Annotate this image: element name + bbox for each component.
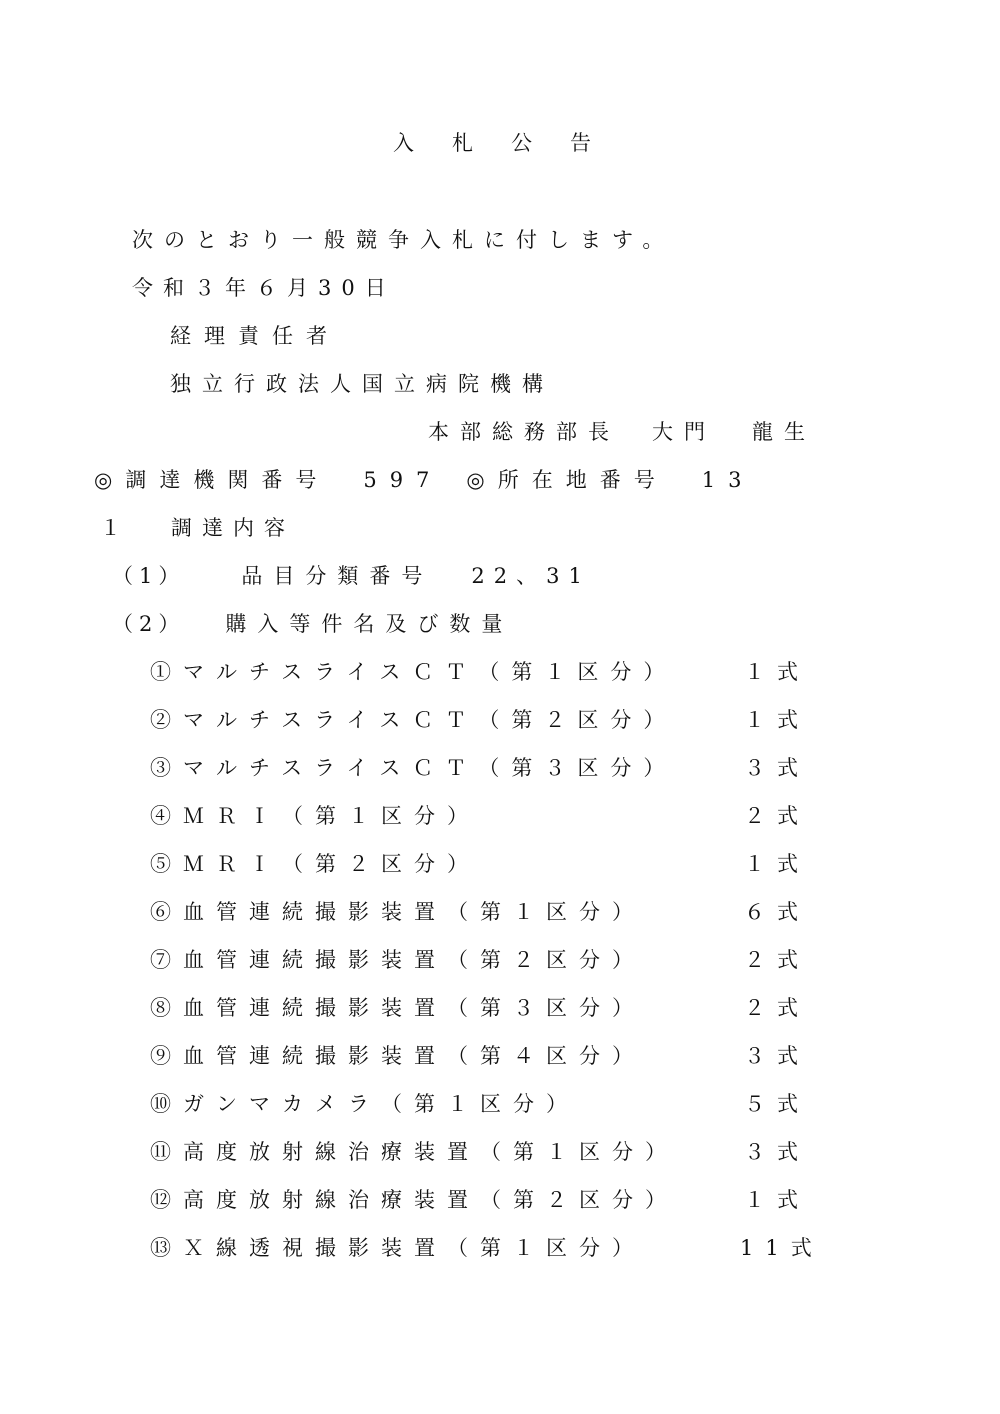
list-item [150, 852, 480, 876]
location-code-value: 13 [701, 468, 755, 492]
item-name: 血管連続撮影装置（第４区分） [183, 1044, 645, 1068]
item-quantity: ６式 [744, 900, 810, 924]
agency-code-value: 597 [363, 468, 443, 492]
procurement-codes [94, 468, 754, 492]
official-organization: 独立行政法人国立病院機構 [170, 372, 554, 396]
item-quantity: ５式 [744, 1092, 810, 1116]
item-marker: ⑬ [150, 1236, 183, 1260]
official-role: 経理責任者 [170, 324, 340, 348]
item-marker: ⑦ [150, 948, 183, 972]
list-item [150, 1236, 645, 1260]
subsection-1-1-number: （1） [112, 564, 186, 588]
official-department: 本部総務部長 [428, 420, 620, 444]
list-item [150, 1092, 579, 1116]
item-name: 高度放射線治療装置（第２区分） [183, 1188, 678, 1212]
item-marker: ⑨ [150, 1044, 183, 1068]
list-item [150, 708, 676, 732]
subsection-1-1-value: 22、31 [471, 564, 591, 588]
item-marker: ⑥ [150, 900, 183, 924]
subsection-1-1-title: 品目分類番号 [241, 564, 434, 588]
item-marker: ⑤ [150, 852, 183, 876]
location-code-label: ◎所在地番号 [466, 468, 668, 492]
item-marker: ④ [150, 804, 183, 828]
item-quantity: ２式 [744, 996, 810, 1020]
subsection-1-2 [112, 612, 513, 636]
list-item [150, 1140, 678, 1164]
item-name: Ｘ線透視撮影装置（第１区分） [183, 1236, 645, 1260]
item-marker: ⑫ [150, 1188, 183, 1212]
item-quantity: １式 [744, 708, 810, 732]
item-quantity: ３式 [744, 756, 810, 780]
list-item [150, 996, 645, 1020]
item-marker: ⑪ [150, 1140, 183, 1164]
item-marker: ⑧ [150, 996, 183, 1020]
list-item [150, 1044, 645, 1068]
item-name: マルチスライスＣＴ（第３区分） [183, 756, 677, 780]
item-quantity: １式 [744, 660, 810, 684]
item-name: ＭＲＩ（第２区分） [183, 852, 480, 876]
item-name: ＭＲＩ（第１区分） [183, 804, 480, 828]
item-quantity: ２式 [744, 948, 810, 972]
official-given-name: 龍生 [752, 420, 816, 444]
item-name: 血管連続撮影装置（第１区分） [183, 900, 645, 924]
item-name: ガンマカメラ（第１区分） [183, 1092, 579, 1116]
item-name: マルチスライスＣＴ（第１区分） [183, 660, 677, 684]
signature-line [428, 420, 816, 444]
intro-text: 次のとおり一般競争入札に付します。 [132, 228, 675, 252]
list-item [150, 660, 676, 684]
item-marker: ⑩ [150, 1092, 183, 1116]
item-quantity: １式 [744, 1188, 810, 1212]
section-1-heading [100, 516, 295, 540]
item-quantity: ３式 [744, 1140, 810, 1164]
agency-code-label: ◎調達機関番号 [94, 468, 330, 492]
list-item [150, 948, 645, 972]
item-quantity: １式 [744, 852, 810, 876]
notice-date: 令和３年６月30日 [132, 276, 396, 300]
list-item [150, 804, 480, 828]
section-1-number: １ [100, 516, 131, 540]
item-name: 血管連続撮影装置（第３区分） [183, 996, 645, 1020]
item-quantity: ２式 [744, 804, 810, 828]
item-name: 血管連続撮影装置（第２区分） [183, 948, 645, 972]
section-1-title: 調達内容 [171, 516, 295, 540]
list-item [150, 900, 645, 924]
item-marker: ③ [150, 756, 183, 780]
list-item [150, 756, 676, 780]
item-name: マルチスライスＣＴ（第２区分） [183, 708, 677, 732]
subsection-1-2-title: 購入等件名及び数量 [225, 612, 514, 636]
item-marker: ① [150, 660, 183, 684]
item-marker: ② [150, 708, 183, 732]
subsection-1-1 [112, 564, 591, 588]
page-title: 入札公告 [393, 131, 629, 155]
item-name: 高度放射線治療装置（第１区分） [183, 1140, 678, 1164]
item-quantity: ３式 [744, 1044, 810, 1068]
list-item [150, 1188, 678, 1212]
item-quantity: 11式 [740, 1236, 824, 1260]
official-family-name: 大門 [652, 420, 716, 444]
subsection-1-2-number: （2） [112, 612, 186, 636]
